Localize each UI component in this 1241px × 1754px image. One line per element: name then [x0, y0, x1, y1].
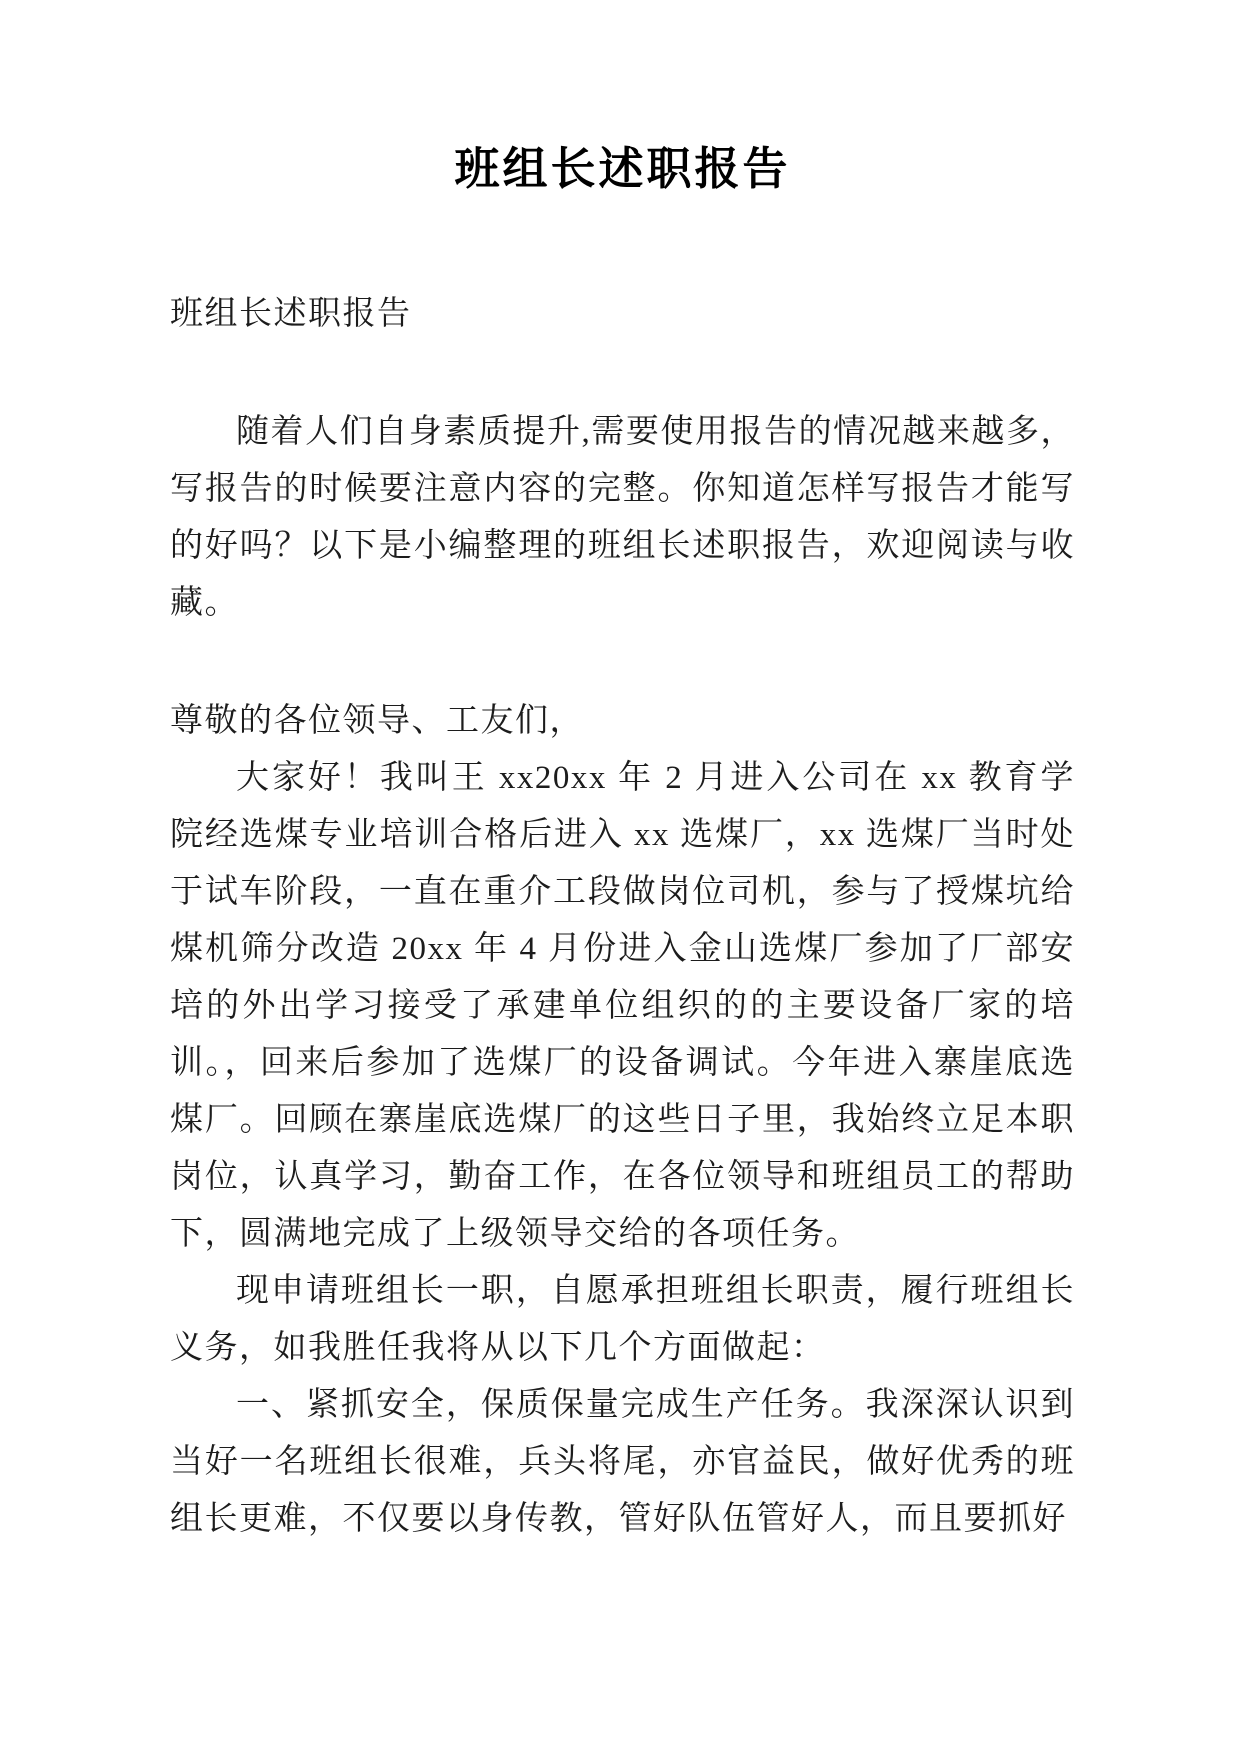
salutation: 尊敬的各位领导、工友们，: [170, 703, 584, 739]
document-subtitle: 班组长述职报告: [170, 296, 412, 332]
paragraph-intro: 随着人们自身素质提升,需要使用报告的情况越来越多，写报告的时候要注意内容的完整。你知道怎样写报告才能写的好吗？以下是小编整理的班组长述职报告，欢迎阅读与收藏。: [170, 414, 1075, 621]
paragraph-career-history: 大家好！我叫王 xx20xx 年 2 月进入公司在 xx 教育学院经选煤专业培训合格后进入 xx 选煤厂，xx 选煤厂当时处于试车阶段，一直在重介工段做岗位司机，参与了授煤坑给煤机筛分改造 20xx 年 4 月份进入金山选煤厂参加了厂部安培的外出学习接受了承建单位组织的的主要设备厂家的培训。，回来后参加了选煤厂的设备调试。今年进入寨崖底选煤厂。回顾在寨崖底选煤厂的这些日子里，我始终立足本职岗位，认真学习，勤奋工作，在各位领导和班组员工的帮助下，圆满地完成了上级领导交给的各项任务。: [170, 760, 1075, 1252]
document-title: 班组长述职报告: [454, 144, 791, 194]
paragraph-application: 现申请班组长一职，自愿承担班组长职责，履行班组长义务，如我胜任我将从以下几个方面做起：: [170, 1273, 1075, 1366]
paragraph-point-one: 一、紧抓安全，保质保量完成生产任务。我深深认识到当好一名班组长很难，兵头将尾，亦官益民，做好优秀的班组长更难，不仅要以身传教，管好队伍管好人，而且要抓好: [170, 1387, 1075, 1537]
